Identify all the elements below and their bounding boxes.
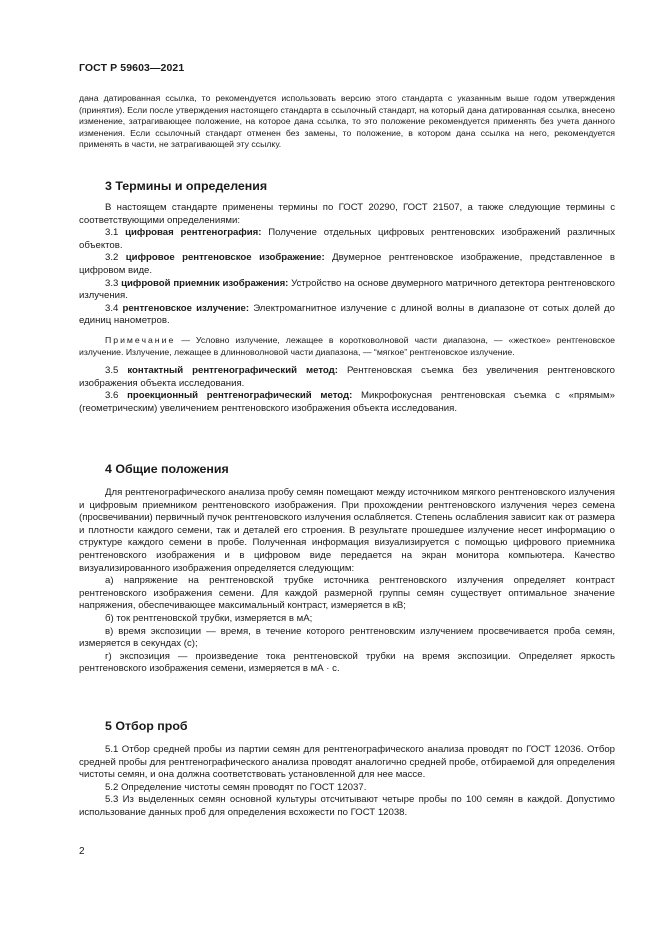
section-4 (79, 462, 615, 676)
item-v: в) время экспозиции — время, в течение которого рентгеновским излучением просвечивается проба семян, измеряется в секундах (с); (79, 625, 615, 650)
section-5 (79, 719, 615, 820)
item-g: г) экспозиция — произведение тока рентгеновской трубки на время экспозиции. Определяет яркость рентгеновского изображения семени, измеряется в мА · с. (79, 650, 615, 675)
term-3-5: 3.5 контактный рентгенографический метод: Рентгеновская съемка без увеличения рентгеновского изображения объекта исследования. (79, 365, 615, 389)
item-5-2: 5.2 Определение чистоты семян проводят по ГОСТ 12037. (105, 781, 367, 793)
item-a: а) напряжение на рентгеновской трубке источника рентгеновского излучения определяет контраст рентгеновского изображения семени. Для каждой размерной группы семян существует оптимальное значение напряжения, обеспечивающее максимальный контраст, измеряется в кВ; (79, 575, 615, 612)
section-3 (79, 179, 615, 416)
term-3-3-name: цифровой приемник изображения: (121, 277, 289, 289)
section-4-paragraph: Для рентгенографического анализа пробу семян помещают между источником мягкого рентгеновского излучения и цифровым приемником рентгеновского изображения. При прохождении рентгеновского излучения через семена (просвечивании) первичный пучок рентгеновского излучения ослабляется. Степень ослабления зависит как от размера и плотности каждого семени, так и деталей его строения. В результате прошедшее излучение несет информацию о структуре каждого семени в пробе. Полученная информация визуализируется с помощью цифрового приемника рентгеновского изображения и в цифровом виде передается на экран монитора компьютера. Качество визуализированного изображения определяется следующим: (79, 487, 615, 574)
document-header: ГОСТ Р 59603—2021 (79, 62, 185, 74)
section-3-lead: В настоящем стандарте применены термины по ГОСТ 20290, ГОСТ 21507, а также следующие термины с соответствующими определениями: (79, 202, 615, 226)
term-3-2-name: цифровое рентгеновское изображение: (125, 252, 325, 264)
item-b: б) ток рентгеновской трубки, измеряется в мА; (105, 612, 313, 624)
section-4-heading: 4 Общие положения (105, 462, 229, 476)
intro-text: дана датированная ссылка, то рекомендуется использовать версию этого стандарта с указанным выше годом утверждения (принятия). Если после утверждения настоящего стандарта в ссылочный стандарт, на который дана датированная ссылка, внесено изменение, затрагивающее положение, на которое дана ссылка, то это положение рекомендуется применять без учета данного изменения. Если ссылочный стандарт отменен без замены, то положение, в котором дана ссылка на него, рекомендуется применять в части, не затрагивающей эту ссылку. (79, 93, 615, 150)
term-3-6-name: проекционный рентгенографический метод: (127, 390, 353, 402)
term-3-1: 3.1 цифровая рентгенография: Получение отдельных цифровых рентгеновских изображений различных объектов. (79, 227, 615, 251)
note: Примечание — Условно излучение, лежащее в коротковолновой части диапазона, — «жесткое» рентгеновское излучение. Излучение, лежащее в длинноволновой части диапазона, — “мягкое” рентгеновское излучение. (79, 334, 615, 357)
term-3-4-name: рентгеновское излучение: (122, 302, 250, 314)
term-3-3: 3.3 цифровой приемник изображения: Устройство на основе двумерного матричного детектора рентгеновского излучения. (79, 277, 616, 302)
term-3-5-name: контактный рентгенографический метод: (127, 365, 338, 377)
term-3-1-name: цифровая рентгенография: (125, 227, 262, 239)
term-3-6: 3.6 проекционный рентгенографический метод: Микрофокусная рентгеновская съемка с «прямым» (геометрическим) увеличением рентгеновского изображения объекта исследования. (79, 390, 615, 414)
page-number: 2 (79, 846, 85, 857)
term-3-2: 3.2 цифровое рентгеновское изображение: Двумерное рентгеновское изображение, представленное в цифровом виде. (79, 252, 615, 276)
section-5-heading: 5 Отбор проб (105, 719, 188, 733)
section-3-heading: 3 Термины и определения (105, 179, 268, 193)
intro-paragraph (79, 93, 615, 151)
item-5-1: 5.1 Отбор средней пробы из партии семян для рентгенографического анализа проводят по ГОСТ 12036. Отбор средней пробы для рентгенографического анализа проводят аналогично средней пробе, отбираемой для определения чистоты семян, и она должна соответствовать установленной для нее массе. (79, 744, 615, 781)
item-5-3: 5.3 Из выделенных семян основной культуры отсчитывают четыре пробы по 100 семян в каждой. Допустимо использование данных проб для определения всхожести по ГОСТ 12038. (79, 794, 615, 818)
note-label: Примечание (105, 334, 176, 345)
term-3-4: 3.4 рентгеновское излучение: Электромагнитное излучение с длиной волны в диапазоне от сотых долей до единиц нанометров. (79, 302, 615, 327)
